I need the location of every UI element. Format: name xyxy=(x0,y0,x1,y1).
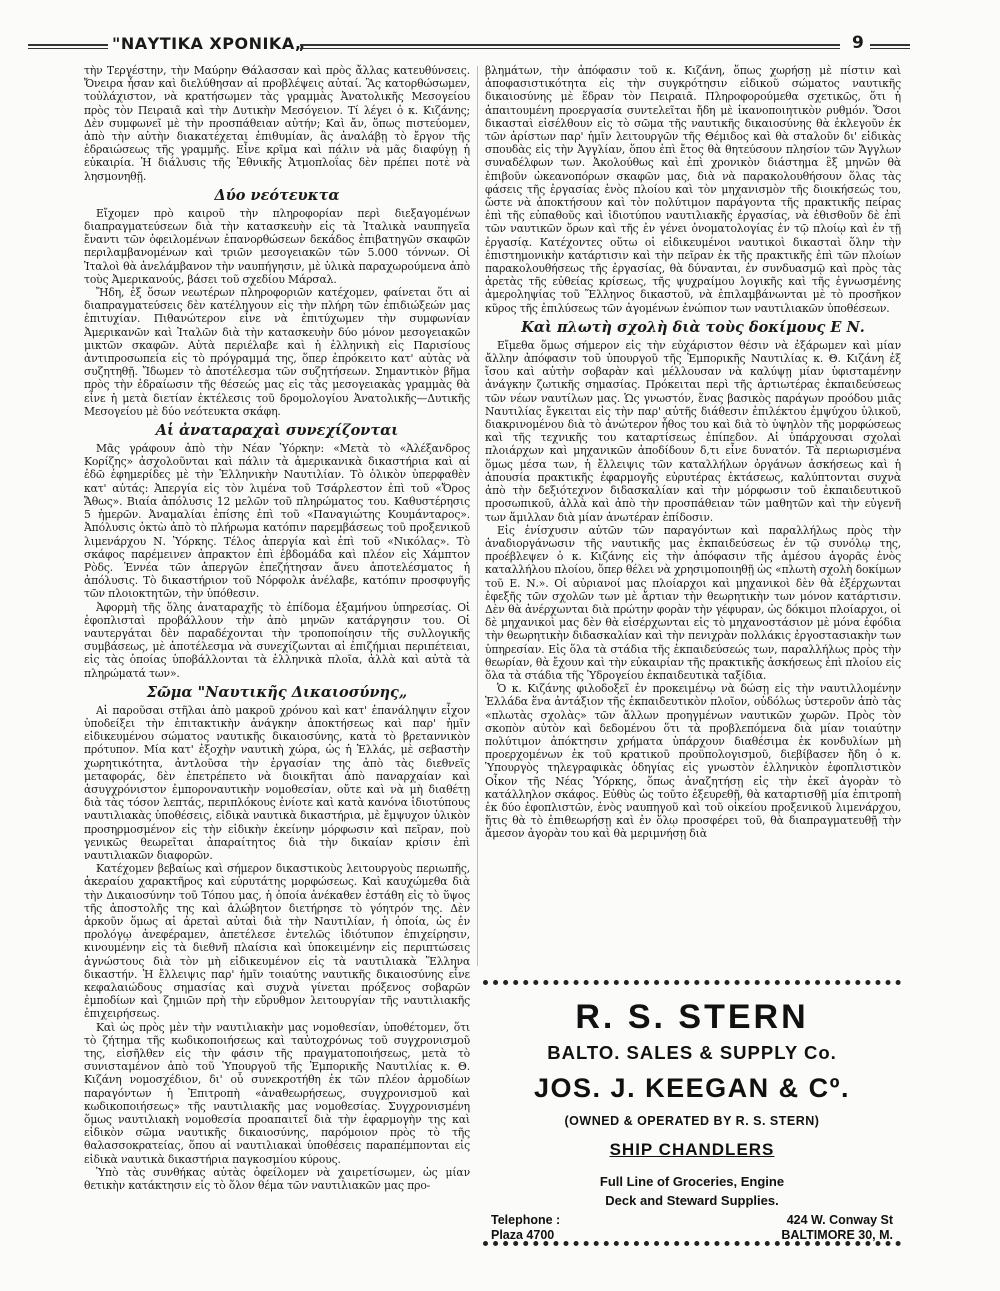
ad-supplies-line: Deck and Steward Supplies. xyxy=(605,1193,779,1208)
article-paragraph: Αἱ παροῦσαι στῆλαι ἀπὸ μακροῦ χρόνου καὶ κατ' ἐπανάληψιν εἶχον ὑποδείξει τὴν ἐπιτακτικὴν ἀνάγκην ἀποκτήσεως καὶ παρ' ἡμῖν εἰδικευμένου σώματος ναυτικῆς δικαιοσύνης, κατὰ τὸ βρεταννικὸν πρότυπον. Μία κατ' ἐξοχὴν ναυτικὴ χώρα, ὡς ἡ Ἑλλάς, μὲ σεβαστὴν χωρητικότητα, ἀντλοῦσα τὴν ἐργασίαν της ἀπὸ τὰς διεθνεῖς μεταφοράς, δὲν ἐπετρέπετο νὰ διοικῆται ἀπὸ παναρχαίαν καὶ ἀσυγχρόνιστον ἐμποροναυτικὴν νομοθεσίαν, οὔτε καὶ νὰ μὴ διαθέτῃ διὰ τὰς τόσον λεπτάς, περιπλόκους ἐνίοτε καὶ κατὰ κανόνα ἰδιοτύπους ναυτιλιακὰς ὑποθέσεις, εἰδικὰ ναυτικὰ δικαστήρια, μὲ ἔμψυχον ὑλικὸν προσηρμοσμένον εἰς τὴν εἰδικὴν ἐκείνην μόρφωσιν καὶ πεῖραν, ποὺ γενικῶς θεωρεῖται ἀπαραίτητος διὰ τὴν δικαίαν κρίσιν ἐπὶ ναυτιλιακῶν διαφορῶν. xyxy=(84,703,470,862)
heading-dyo-neoteukta: Δύο νεότευκτα xyxy=(214,186,340,204)
ad-company-name: R. S. STERN xyxy=(575,998,809,1036)
stern-advertisement xyxy=(483,980,901,1246)
heading-anataraxai: Αἱ ἀναταραχαὶ συνεχίζονται xyxy=(155,422,399,440)
publication-title: "ΝΑΥΤΙΚΑ ΧΡΟΝΙΚΑ„ xyxy=(112,34,306,53)
ad-telephone xyxy=(491,1213,560,1243)
article-continued-paragraph: τὴν Τεργέστην, τὴν Μαύρην Θάλασσαν καὶ πρὸς ἄλλας κατευθύνσεις. Ὄνειρα ἦσαν καὶ διελύθησαν αἱ προβλέψεις αὐταί. Ἂς κατορθώσωμεν, τοὐλάχιστον, νὰ κρατήσωμεν τὰς γραμμὰς Ἀνατολικῆς Μεσογείου πρὸς τὸν Πειραιᾶ καὶ τὴν Δυτικὴν Μεσόγειον. Τί λέγει ὁ κ. Κιζάνης; Δὲν συμφωνεῖ μὲ τὴν προσπάθειαν αὐτήν; Καὶ ἄν, ὅπως πιστεύομεν, ἀπὸ τὴν αὐτὴν διακατέχεται ἐπιθυμίαν, ἂς ἀναλάβῃ τὸ ἔργον τῆς ἐδραιώσεως τῆς γραμμῆς. Εἶνε κρῖμα καὶ πάλιν νὰ μᾶς διαφύγῃ ἡ εὐκαιρία. Ἡ διάλυσις τῆς Ἐθνικῆς Ἀτμοπλοΐας δὲν πρέπει ποτὲ νὰ λησμονηθῇ. xyxy=(84,64,470,183)
ad-groceries-line: Full Line of Groceries, Engine xyxy=(599,1174,785,1189)
heading-soma-nautikis-dikaiosynis: Σῶμα "Ναυτικῆς Δικαιοσύνης„ xyxy=(146,683,408,701)
ad-keegan: JOS. J. KEEGAN & Cº. xyxy=(534,1073,850,1103)
article-paragraph: Κατέχομεν βεβαίως καὶ σήμερον δικαστικοὺς λειτουργοὺς περιωπῆς, ἀκεραίου χαρακτῆρος καὶ εὐρυτάτης μορφώσεως. Καὶ καυχώμεθα διὰ τὴν Δικαιοσύνην τοῦ Τόπου μας, ἡ ὁποία ἀνέκαθεν ἐστάθη εἰς τὸ ὕψος τῆς ἀποστολῆς της καὶ ἀλώβητον διετήρησε τὸ γόητρόν της. Δὲν ἀρκοῦν ὅμως αἱ ἀρεταὶ αὐταὶ διὰ τὴν Ναυτιλίαν, ἡ ὁποία, ὡς ἐν προλόγῳ ἀνεφέραμεν, ἀπετέλεσε ἐντελῶς ἰδιότυπον ἐπιχείρησιν, κινουμένην εἰς τὰ διεθνῆ πλαίσια καὶ ὑποκειμένην εἰς περιπτώσεις ἀγνώστους διὰ τὸν μὴ εἰδικευμένον εἰς τὰ ναυτιλιακὰ Ἕλληνα δικαστήν. Ἡ ἔλλειψις παρ' ἡμῖν τοιαύτης ναυτικῆς δικαιοσύνης εἶνε κεφαλαιώδους σημασίας καὶ συχνὰ γίνεται πρόξενος σοβαρῶν ἐμποδίων καὶ ζημιῶν πρὴ τὴν εὔρυθμον λειτουργίαν τῆς ναυτιλιακῆς ἐπιχειρήσεως. xyxy=(84,862,470,1021)
article-paragraph: Ἀφορμὴ τῆς ὅλης ἀναταραχῆς τὸ ἐπίδομα ἑξαμήνου ὑπηρεσίας. Οἱ ἐφοπλισταὶ προβάλλουν τὴν ἀπὸ μηνῶν κατάργησιν του. Οἱ ναυτεργάται δὲν παραδέχονται τὴν τροποποίησιν τῆς συλλογικῆς συμβάσεως, μὲ ἀποτέλεσμα νὰ συνεχίζωνται αἱ ἐπιζήμιαι περιπέτειαι, εἰς τὰς ὁποίας ὑποβάλλονται τὰ ἑλληνικὰ πλοῖα, ἀλλὰ καὶ αὐτὰ τὰ πληρώματά των». xyxy=(84,600,470,680)
right-column xyxy=(485,64,901,976)
ad-address xyxy=(781,1213,893,1243)
left-column xyxy=(84,64,470,1248)
ad-owned-by: (OWNED & OPERATED BY R. S. STERN) xyxy=(564,1114,820,1128)
page-number: 9 xyxy=(852,33,864,53)
article-paragraph: Καὶ ὡς πρὸς μὲν τὴν ναυτιλιακὴν μας νομοθεσίαν, ὑποθέτομεν, ὅτι τὸ ζήτημα τῆς κωδικοποιήσεως καὶ ταὐτοχρόνως τοῦ συγχρονισμοῦ της, εἰσῆλθεν εἰς τὴν φάσιν τῆς πραγματοποιήσεως, μετὰ τὸ συνισταμένον ἀπὸ τοῦ Ὑπουργοῦ τῆς Ἐμπορικῆς Ναυτιλίας κ. Θ. Κιζάνη νομοσχέδιον, δι' οὗ συνεκροτήθη ἐκ τῶν πλέον ἁρμοδίων παραγόντων ἡ Ἐπιτροπὴ «ἀναθεωρήσεως, συγχρονισμοῦ καὶ κωδικοποιήσεως» τῆς ναυτιλιακῆς μας νομοθεσίας. Συγχρονισμένη ὅμως ναυτιλιακὴ νομοθεσία προαπαιτεῖ διὰ τὴν ἐφαρμογὴν της καὶ εἰδικὸν σῶμα ναυτικῆς δικαιοσύνης, παρόμοιον πρὸς τὸ τῆς θαλασσοκρατείας, ὅπου αἱ ναυτιλιακαὶ ὑποθέσεις παραπέμπονται εἰς εἰδικὰ ναυτικὰ δικαστήρια παγκοσμίου κύρους. xyxy=(84,1020,470,1166)
column-divider xyxy=(477,66,478,966)
ad-telephone-label: Telephone : xyxy=(491,1213,561,1227)
article-continued-paragraph: βλημάτων, τὴν ἀπόφασιν τοῦ κ. Κιζάνη, ὅπως χωρήσῃ μὲ πίστιν καὶ ἀποφασιστικότητα εἰς τὴν συγκρότησιν εἰδικοῦ σώματος ναυτικῆς δικαιοσύνης μὲ ἕδραν τὸν Πειραιᾶ. Πληροφορούμεθα σχετικῶς, ὅτι ἡ ἀπαιτουμένη προεργασία συντελεῖται ἤδη μὲ ἱκανοποιητικὸν ρυθμόν. Ὅσοι δικασταὶ εἰσέλθουν εἰς τὸ σῶμα τῆς ναυτικῆς δικαιοσύνης θὰ ἐκλεγοῦν ἐκ τῶν ἀρίστων παρ' ἡμῖν λειτουργῶν τῆς Θέμιδος καὶ θὰ σταλοῦν δι' εἰδικὰς σπουδὰς εἰς τὴν Ἀγγλίαν, ὅπου ἐπὶ ἔτος θὰ θητεύσουν πλησίον τῶν Ἄγγλων συναδέλφων των. Ἀκολούθως καὶ ἐπὶ χρονικὸν διάστημα ἓξ μηνῶν θὰ ἐπιβοῦν ὠκεανοπόρων σκαφῶν μας, διὰ νὰ παρακολουθήσουν ὅλας τὰς φάσεις τῆς ἐργασίας ἑνὸς πλοίου καὶ τὸν μηχανισμὸν τῆς διοικήσεώς του, ὥστε νὰ ἀποκτήσουν καὶ τὸν πολύτιμον παράγοντα τῆς πρακτικῆς πείρας ἐπὶ τῆς εὐπαθοῦς καὶ ἰδιοτύπου ναυτιλιακῆς ἐργασίας, νὰ ἐθισθοῦν δὲ ἐπὶ τῶν ναυτικῶν ὅρων καὶ τῆς ἐν γένει ὀνοματολογίας ἐν τῷ πλοίῳ καὶ ἐν τῇ ἐργασίᾳ. Κατέχοντες οὕτω οἱ εἰδικευμένοι ναυτικοὶ δικασταὶ ὅλην τὴν ἐπιστημονικὴν κατάρτισιν καὶ τὴν πεῖραν ἐκ τῆς πρακτικῆς ἐπὶ τῶν πλοίων παρακολουθήσεως τῆς ἐργασίας, θὰ δύνανται, ἐν συνδυασμῷ καὶ πρὸς τὰς ἀρετὰς τῆς εὐθείας κρίσεως, τῆς ψυχραίμου λογικῆς καὶ τῆς ἐγνωσμένης ἀμεροληψίας τοῦ Ἕλληνος δικαστοῦ, νὰ ἐπιλαμβάνωνται μὲ τὸ προσῆκον κῦρος τῆς ἐπιλύσεως τῶν ἀγομένων ἐνώπιον των ναυτιλιακῶν ὑποθέσεων. xyxy=(485,64,901,315)
article-paragraph: Εἴχομεν πρὸ καιροῦ τὴν πληροφορίαν περὶ διεξαγομένων διαπραγματεύσεων διὰ τὴν κατασκευὴν εἰς τὰ Ἰταλικὰ ναυπηγεῖα ἔναντι τῶν ὀφειλομένων ἐπανορθώσεων δεκάδος ἐπιβατηγῶν σκαφῶν περιλαμβανομένων καὶ τριῶν μεσογειακῶν τῶν 5.000 τόννων. Οἱ Ἰταλοὶ θὰ ἀνελάμβανον τὴν ναυπήγησιν, μὲ ὑλικὰ παραχωρούμενα ἀπὸ τοὺς Ἀμερικανούς, βάσει τοῦ σχεδίου Μάρσαλ. xyxy=(84,206,470,286)
header-rule-left xyxy=(28,44,108,49)
article-paragraph: Μᾶς γράφουν ἀπὸ τὴν Νέαν Ὑόρκην: «Μετὰ τὸ «Ἀλέξανδρος Κορίζης» ἀσχολοῦνται καὶ πάλιν τὰ ἀμερικανικὰ δικαστήρια καὶ αἱ ἐδῶ ἐφημερίδες μὲ τὴν Ἑλληνικὴν Ναυτιλίαν. Τὸ ὁλικὸν ὑπερφαθὲν κατ' αὐτάς: Ἀπεργία εἰς τὸν λιμένα τοῦ Τσάρλεστον ἐπὶ τοῦ «Ὄρος Ἄθως». Βιαία ἀπόλυσις 12 μελῶν τοῦ πληρώματος του. Καθυστέρησις 5 ἡμερῶν. Ἀναμαλίαι ἐπίσης ἐπὶ τοῦ «Παναγιώτης Κουμάνταρος». Ἀπόλυσις ὀκτὼ ἀπὸ τὸ πλήρωμα κατόπιν παρεμβάσεως τοῦ προξενικοῦ λιμενάρχου Ν. Ὑόρκης. Τέλος ἀπεργία καὶ ἐπὶ τοῦ «Νικόλας». Τὸ σκάφος παρέμεινεν ἀπρακτον ἐπὶ ἑβδομάδα καὶ πλέον εἰς Χάμπτον Ρὸδς. Ἐννέα τῶν ἀπεργῶν ἐπεζήτησαν ἄνευ ἀποτελέσματος ἡ ἀπόλυσις. Τὸ δικαστήριον τοῦ Νόρφολκ ἀνέλαβε, κατόπιν προσφυγῆς τῶν πλοιοκτητῶν, τὴν ὑπόθεσιν. xyxy=(84,442,470,601)
ad-address-street: 424 W. Conway St xyxy=(786,1213,893,1227)
article-paragraph: Εἰς ἐνίσχυσιν αὐτῶν τῶν παραγόντων καὶ παραλλήλως πρὸς τὴν ἀναδιοργάνωσιν τῆς ναυτικῆς μας ἐκπαιδεύσεως ἐν τῷ συνόλῳ της, προέβλεψεν ὁ κ. Κιζάνης εἰς τὴν ἀπόφασιν τῆς ἀμέσου ἀγορᾶς ἑνὸς καταλλήλου πλοίου, ὅπερ θέλει νὰ χρησιμοποιηθῇ ὡς «πλωτὴ σχολὴ δοκίμων τοῦ Ε. Ν.». Οἱ αὐριανοί μας πλοίαρχοι καὶ μηχανικοὶ δὲν θὰ ἐξέρχωνται ἐφεξῆς τῶν σχολῶν των μὲ ἄρτιαν τὴν θεωρητικὴν των μόνον κατάρτισιν. Δὲν θὰ ἀνέρχωνται διὰ πρώτην φορὰν τὴν γέφυραν, ὡς δόκιμοι πλοίαρχοι, οἱ δὲ μηχανικοὶ μας δὲν θὰ εἰσέρχωνται εἰς τὸ μηχανοστάσιον μὲ μόνα ἐφόδια τὴν θεωρητικὴν διδασκαλίαν καὶ τὴν πενιχρὰν πολλάκις ἐργοστασιακὴν των ὑπηρεσίαν. Εἰς ὅλα τὰ στάδια τῆς ἐκπαιδεύσεώς των, παραλλήλως πρὸς τὴν θεωρίαν, θὰ ἔχουν καὶ τὴν εὐκαιρίαν τῆς πρακτικῆς ἀσκήσεως ἐπὶ πλοίου εἰς ὅλα τὰ στάδια τῆς Ὑδρογείου ἐκπαιδευτικὰ ταξίδια. xyxy=(485,523,901,682)
heading-ploti-scholi: Καὶ πλωτὴ σχολὴ διὰ τοὺς δοκίμους Ε Ν. xyxy=(521,318,865,336)
ad-address-city: BALTIMORE 30, M. xyxy=(781,1228,893,1242)
article-paragraph: Ἤδη, ἐξ ὅσων νεωτέρων πληροφοριῶν κατέχομεν, φαίνεται ὅτι αἱ διαπραγματεύσεις δὲν κατέληγουν εἰς τὴν πλήρη τῶν ἐπιδιώξεών μας ἐπιτυχίαν. Πιθανώτερον εἶνε νὰ ἐπιτύχωμεν τὴν συμφωνίαν Ἀμερικανῶν καὶ Ἰταλῶν διὰ τὴν κατασκευὴν δύο μόνον μεσογειακῶν μικτῶν σκαφῶν. Αὐτὰ περιέλαβε καὶ ἡ ἑλληνικὴ εἰς Παρισίους ἀντιπροσωπεία εἰς τὸ πρόγραμμά της, ὅπερ ἐπρόκειτο κατ' αὐτὰς νὰ συζητηθῇ. Ἴδωμεν τὸ ἀποτέλεσμα τῶν συζητήσεων. Σημαντικὸν βῆμα πρὸς τὴν ἐδραίωσιν τῆς θέσεώς μας εἰς τὰς μεσογειακὰς γραμμὰς θὰ εἶνε ἡ μετὰ διετίαν ἐκτέλεσις τοῦ δρομολογίου Ἀνατολικῆς—Δυτικῆς Μεσογείου μὲ δύο νεότευκτα σκάφη. xyxy=(84,286,470,418)
ad-telephone-number: Plaza 4700 xyxy=(491,1228,555,1242)
ad-ship-chandlers-text: SHIP CHANDLERS xyxy=(609,1140,775,1159)
header-rule-right xyxy=(870,44,910,49)
header-rule-middle xyxy=(300,44,840,49)
article-paragraph: Ὁ κ. Κιζάνης φιλοδοξεῖ ἐν προκειμένῳ νὰ δώσῃ εἰς τὴν ναυτιλλομένην Ἑλλάδα ἕνα ἀντάξιον τῆς ἐκπαιδευτικὸν πλοῖον, οὐδόλως ὑστεροῦν ἀπὸ τὰς «πλωτὰς σχολὰς» τῶν ἄλλων προηγμένων ναυτικῶν χωρῶν. Πρὸς τὸν σκοπὸν αὐτὸν καὶ δεδομένου ὅτι τὰ προβλεπόμενα διὰ μίαν τοιαύτην πολύτιμον ἀπόκτησιν χρήματα ὑπάρχουν διαθέσιμα ἐκ κονδυλίων μὴ προερχομένων ἐκ τοῦ κρατικοῦ προϋπολογισμοῦ, διεβίβασεν ἤδη ὁ κ. Ὑπουργὸς τηλεγραφικὰς ὁδηγίας εἰς γνωστὸν ἑλληνικὸν ἐφοπλιστικὸν Οἶκον τῆς Νέας Ὑόρκης, ὅπως ἀναζητήσῃ εἰς τὴν ἐκεῖ ἀγορὰν τὸ κατάλληλον σκάφος. Εὐθὺς ὡς τοῦτο ἐξευρεθῇ, θὰ καταρτισθῇ μία ἐπιτροπὴ ἐκ δύο ἐφοπλιστῶν, ἑνὸς ναυπηγοῦ καὶ τοῦ οἰκείου προξενικοῦ λιμενάρχου, ἥτις θὰ τὸ ἐπιθεωρήσῃ καὶ ἐν ὅλῳ προσφέρει τοῦ, θὰ διαπραγματευθῇ τὴν ἄμεσον ἀγορὰν του καὶ θὰ μεριμνήσῃ διὰ xyxy=(485,682,901,841)
article-paragraph: Εἴμεθα ὅμως σήμερον εἰς τὴν εὐχάριστον θέσιν νὰ ἐξάρωμεν καὶ μίαν ἄλλην ἀπόφασιν τοῦ ὑπουργοῦ τῆς Ἐμπορικῆς Ναυτιλίας κ. Θ. Κιζάνη ἐξ ἴσου καὶ αὐτὴν σοβαρὰν καὶ μέλλουσαν νὰ καλύψῃ μίαν ὑφισταμένην ἀνάγκην ζωτικῆς σημασίας. Πρόκειται περὶ τῆς ἀρτιωτέρας ἐκπαιδεύσεως τῶν νέων ναυτίλων μας. Ὡς γνωστόν, ἕνας βασικὸς παράγων προόδου μιᾶς Ναυτιλίας ἔγκειται εἰς τὴν παρ' αὐτῆς διάθεσιν ἐπιλέκτου ἐμψύχου ὑλικοῦ, διακρινομένου διὰ τὸ ἀνώτερον ἦθος του καὶ διὰ τὸ ὑψηλὸν τῆς μορφώσεως καὶ τῆς τεχνικῆς του καταρτίσεως ἐπίπεδον. Αἱ ὑπάρχουσαι σχολαὶ πλοιάρχων καὶ μηχανικῶν ἀποδίδουν δ,τι εἶνε δυνατόν. Τὰ περιωρισμένα ὅμως μέσα των, ἡ ἔλλειψις τῶν καταλλήλων ὀργάνων ἀσκήσεως καὶ ἡ ἀπουσία πρακτικῆς ἐφαρμογῆς εὐρυτέρας ἐκτάσεως, καλύπτονται συχνὰ ἀπὸ τὴν δεξιότεχνον διδασκαλίαν καὶ τὴν μόρφωσιν τοῦ ἐκπαιδευτικοῦ προσωπικοῦ, ἀλλὰ καὶ ἀπὸ τὴν προσπάθειαν τῶν μαθητῶν καὶ τὴν εὐγενῆ των ἅμιλλαν διὰ μίαν ἀνωτέραν ἐπίδοσιν. xyxy=(485,338,901,524)
ad-balto-sales: BALTO. SALES & SUPPLY Co. xyxy=(547,1042,837,1063)
article-paragraph: Ὑπὸ τὰς συνθήκας αὐτὰς ὀφείλομεν νὰ χαιρετίσωμεν, ὡς μίαν θετικὴν κατάκτησιν εἰς τὸ ὅλον θέμα τῶν ναυτιλιακῶν μας προ- xyxy=(84,1165,470,1193)
ad-ship-chandlers xyxy=(483,1139,901,1161)
